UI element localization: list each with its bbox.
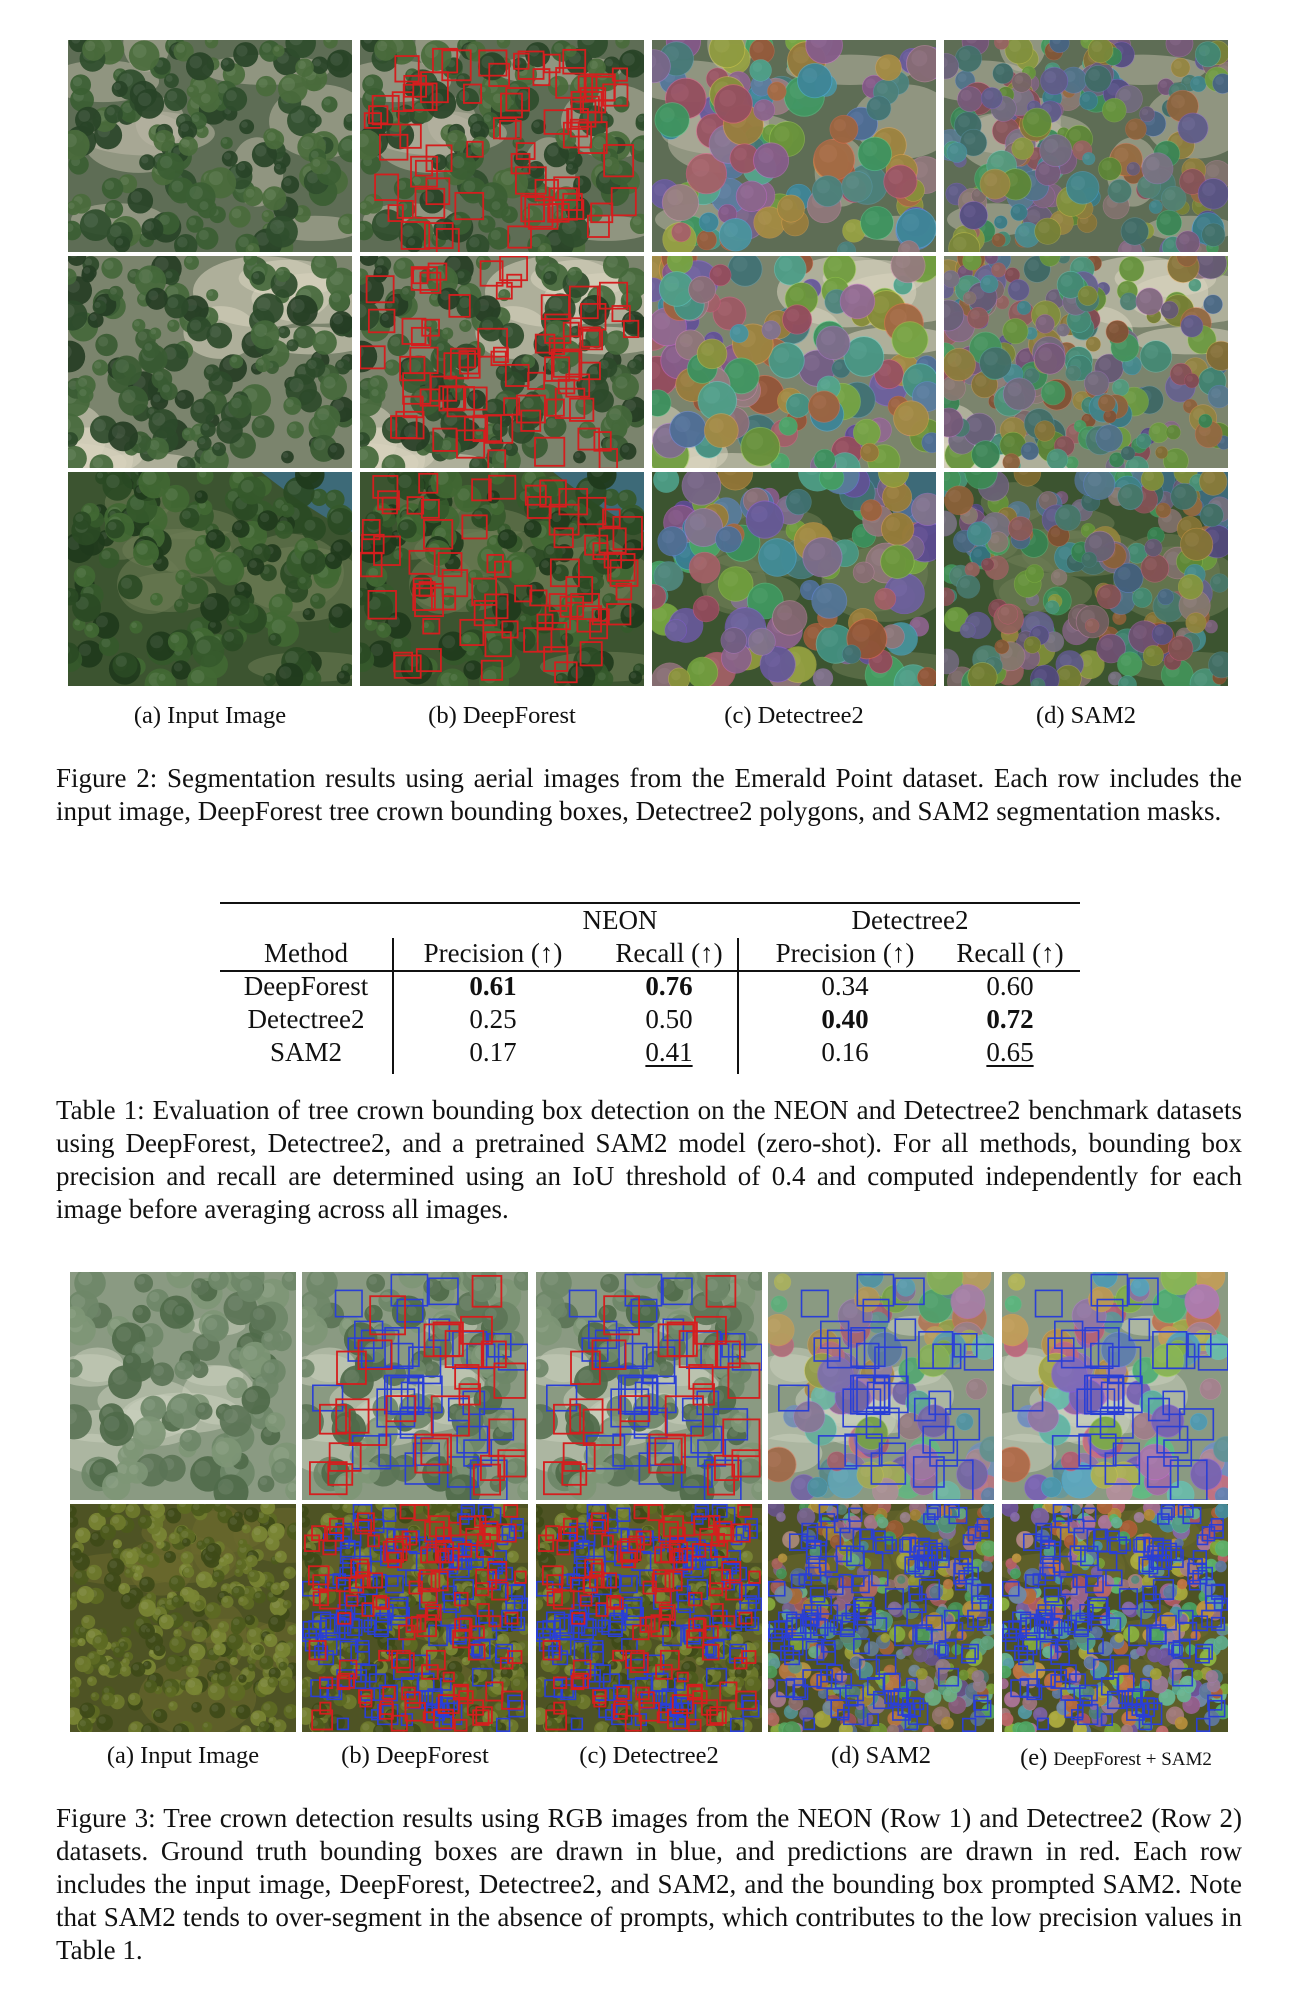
fig3-subcaption-a: (a) Input Image — [106, 1742, 260, 1769]
table-row-2-dt2-precision: 0.40 — [821, 1004, 869, 1034]
fig3-subcaption-e-text: DeepForest + SAM2 — [1053, 1749, 1212, 1770]
fig2-tile-row3-col2 — [360, 472, 644, 686]
table-row-2-neon-recall: 0.50 — [645, 1004, 693, 1034]
table-group-header-neon: NEON — [582, 905, 658, 935]
fig2-tile-row3-col3 — [652, 472, 936, 686]
table-vrule-1 — [392, 938, 394, 1074]
fig3-tile-row2-col5 — [1002, 1504, 1228, 1732]
fig3-tile-row1-col1 — [70, 1272, 296, 1500]
fig2-tile-row1-col4 — [944, 40, 1228, 252]
table-vrule-2 — [737, 938, 739, 1074]
fig3-tile-row1-col2 — [302, 1272, 528, 1500]
table-row-1-neon-precision: 0.61 — [469, 971, 517, 1001]
fig3-subcaption-d: (d) SAM2 — [830, 1742, 932, 1769]
fig3-subcaption-e-label: (e) — [1020, 1744, 1048, 1771]
fig2-tile-row2-col4 — [944, 256, 1228, 468]
fig2-tile-row1-col1 — [68, 40, 352, 252]
table-row-1-neon-recall: 0.76 — [645, 971, 693, 1001]
table-row-1-dt2-recall: 0.60 — [986, 971, 1034, 1001]
fig3-tile-row2-col3 — [536, 1504, 762, 1732]
figure-2-caption: Figure 2: Segmentation results using aerial images from the Emerald Point dataset. Each row includes the input image, DeepForest tree crown bounding boxes, Detectree2 polygons, and SAM2 segmentation masks. — [56, 763, 1242, 826]
table-col-neon-precision: Precision (↑) — [423, 938, 563, 968]
table-row-3-dt2-recall: 0.65 — [986, 1037, 1034, 1067]
fig2-subcaption-c: (c) Detectree2 — [724, 702, 864, 729]
fig2-subcaption-d: (d) SAM2 — [1035, 702, 1137, 729]
fig3-subcaption-b: (b) DeepForest — [341, 1742, 489, 1769]
fig2-subcaption-b: (b) DeepForest — [428, 702, 576, 729]
fig2-tile-row2-col2 — [360, 256, 644, 468]
table-col-method: Method — [264, 938, 348, 968]
table-row-3-neon-precision: 0.17 — [469, 1037, 517, 1067]
fig3-tile-row1-col4 — [768, 1272, 994, 1500]
fig2-tile-row1-col3 — [652, 40, 936, 252]
fig2-tile-row1-col2 — [360, 40, 644, 252]
table-row-3-neon-recall: 0.41 — [645, 1037, 693, 1067]
table-1-caption: Table 1: Evaluation of tree crown bounding box detection on the NEON and Detectree2 benchmark datasets using DeepForest, Detectree2, and a pretrained SAM2 model (zero-shot). For all methods, bounding box precision and recall are determined using an IoU threshold of 0.4 and computed independently for each image before averaging across all images. — [56, 1095, 1242, 1224]
table-row-2-method: Detectree2 — [247, 1004, 365, 1034]
table-col-neon-recall: Recall (↑) — [615, 938, 723, 968]
table-row-1-method: DeepForest — [243, 971, 369, 1001]
fig3-tile-row1-col5 — [1002, 1272, 1228, 1500]
table-row-2-neon-precision: 0.25 — [469, 1004, 517, 1034]
table-col-dt2-recall: Recall (↑) — [956, 938, 1064, 968]
table-group-header-detectree2: Detectree2 — [851, 905, 969, 935]
fig2-tile-row2-col1 — [68, 256, 352, 468]
fig3-tile-row1-col3 — [536, 1272, 762, 1500]
fig3-tile-row2-col1 — [70, 1504, 296, 1732]
fig3-tile-row2-col4 — [768, 1504, 994, 1732]
fig2-tile-row3-col1 — [68, 472, 352, 686]
table-col-dt2-precision: Precision (↑) — [775, 938, 915, 968]
fig3-tile-row2-col2 — [302, 1504, 528, 1732]
table-row-2-dt2-recall: 0.72 — [986, 1004, 1034, 1034]
table-row-3-method: SAM2 — [269, 1037, 343, 1067]
fig2-tile-row3-col4 — [944, 472, 1228, 686]
fig3-subcaption-e — [996, 1744, 1236, 1772]
fig2-subcaption-a: (a) Input Image — [133, 702, 287, 729]
fig3-subcaption-c: (c) Detectree2 — [579, 1742, 719, 1769]
table-row-1-dt2-precision: 0.34 — [821, 971, 869, 1001]
figure-3-caption: Figure 3: Tree crown detection results using RGB images from the NEON (Row 1) and Detectree2 (Row 2) datasets. Ground truth bounding boxes are drawn in blue, and predictions are drawn in red. Each row includes the input image, DeepForest, Detectree2, and SAM2, and the bounding box prompted SAM2. Note that SAM2 tends to over-segment in the absence of prompts, which contributes to the low precision values in Table 1. — [56, 1803, 1242, 1965]
table-row-3-dt2-precision: 0.16 — [821, 1037, 869, 1067]
fig2-tile-row2-col3 — [652, 256, 936, 468]
